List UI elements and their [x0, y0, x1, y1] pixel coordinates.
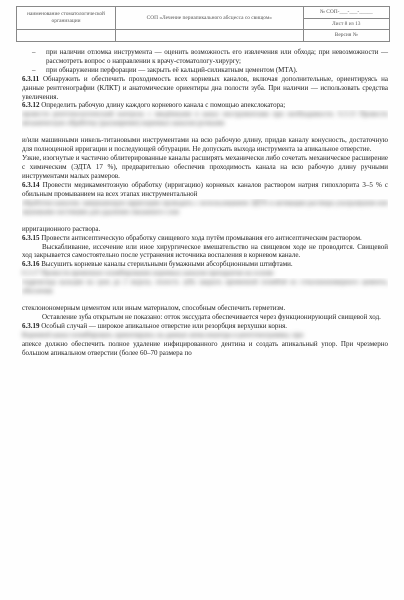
- header-empty-cell: [116, 30, 303, 42]
- section-6-3-11: 6.3.11 Обнаружить и обеспечить проходимость всех корневых каналов, включая дополнительные, ориентируясь на данные рентгенографии (КЛКТ) и анатомические ориентиры дна полости зуба. При наличии — использовать средства увеличения.: [22, 74, 389, 101]
- version-cell: Версия №: [303, 30, 390, 42]
- section-6-3-16: 6.3.16 Высушить корневые каналы стерильными бумажными абсорбционными штифтами.: [22, 260, 293, 269]
- section-6-3-14: 6.3.14 Провести медикаментозную обработку (ирригацию) корневых каналов раствором натрия гипохлорита 3–5 % с обильным промыванием на всех этапах инструментальной: [22, 180, 388, 198]
- list-item: – при обнаружении перфорации — закрыть её кальций-силикатным цементом (МТА).: [32, 65, 298, 74]
- paragraph: и/или машинными никель-титановыми инструментами на всю рабочую длину, придав каналу конусность, достаточную для полноценной ирригации и последующей обтурации. Не допускать выхода инструмента за апикальное отверстие.: [22, 136, 388, 154]
- blurred-line: Корневой канал пломбировать ориентируясь на данные апекслокатора и рентгенограммы; при: [22, 330, 304, 339]
- section-6-3-12: 6.3.12 Определить рабочую длину каждого корневого канала с помощью апекслокатора;: [22, 101, 286, 110]
- doc-title-cell: СОП «Лечение периапикального абсцесса со свищом»: [116, 7, 303, 30]
- dash-bullet: –: [32, 65, 36, 74]
- document-header-table: [16, 6, 390, 42]
- sop-number-cell: № СОП-___-___-_____: [303, 7, 390, 19]
- paragraph: Узкие, изогнутые и частично облитерированные каналы расширять механически либо сочетать механическое расширение с химическим (ЭДТА 17 %), предварительно обеспечив проходимость канала на всю рабочую длину ручными инструментами малых размеров.: [22, 154, 388, 180]
- document-body: [22, 48, 388, 358]
- section-6-3-15: 6.3.15 Провести антисептическую обработку свищевого хода путём промывания его антисептическим раствором.: [22, 233, 362, 242]
- sheet-number-cell: Лист 8 из 13: [303, 18, 390, 30]
- org-name-cell: наименование стоматологической организации: [17, 7, 116, 30]
- blurred-region: обработки каналов; завершающую ирригацию проводить с использованием ЭДТА и активации раствора ультразвуком или звуковыми системами для удаления смазанного слоя: [22, 198, 388, 216]
- paragraph: Оставление зуба открытым не показано: отток экссудата обеспечивается через функционирующий свищевой ход.: [42, 313, 381, 322]
- dash-bullet: –: [32, 48, 36, 56]
- paragraph: Выскабливание, иссечение или иное хирургическое вмешательство на свищевом ходе не проводится. Свищевой ход закрывается самостоятельно после устранения источника воспаления в корневом канале.: [22, 242, 388, 260]
- blurred-region: гидроксида кальция на срок до 2 недель; полость зуба закрыть временной пломбой из стеклоиономерного цемента, обеспечив: [22, 278, 388, 296]
- paragraph: ирригационного раствора.: [22, 224, 101, 233]
- paragraph: стеклоиономерным цементом или иным материалом, способным обеспечить герметизм.: [22, 304, 286, 313]
- blurred-region: провести рентгенологический контроль с введёнными в канал инструментами при необходимости. 6.3.13 Провести механическую обработку (расширение) корневых каналов ручными: [22, 110, 388, 128]
- section-6-3-19: 6.3.19 Особый случай — широкое апикальное отверстие или резорбция верхушки корня.: [22, 321, 288, 330]
- header-empty-cell: [17, 30, 116, 42]
- list-item: – при наличии отломка инструмента — оценить возможность его извлечения или обхода; при невозможности — рассмотреть вопрос о направлении к врачу-стоматологу-хирургу;: [32, 48, 388, 65]
- paragraph: апексе должно обеспечить полное удаление инфицированного дентина и создать апикальный упор. При чрезмерно большом апикальном отверстии (более 60–70 размера по: [22, 339, 388, 357]
- section-6-3-17-blurred: 6.3.17 Провести временное пломбирование корневых каналов препаратом на основе: [22, 269, 274, 278]
